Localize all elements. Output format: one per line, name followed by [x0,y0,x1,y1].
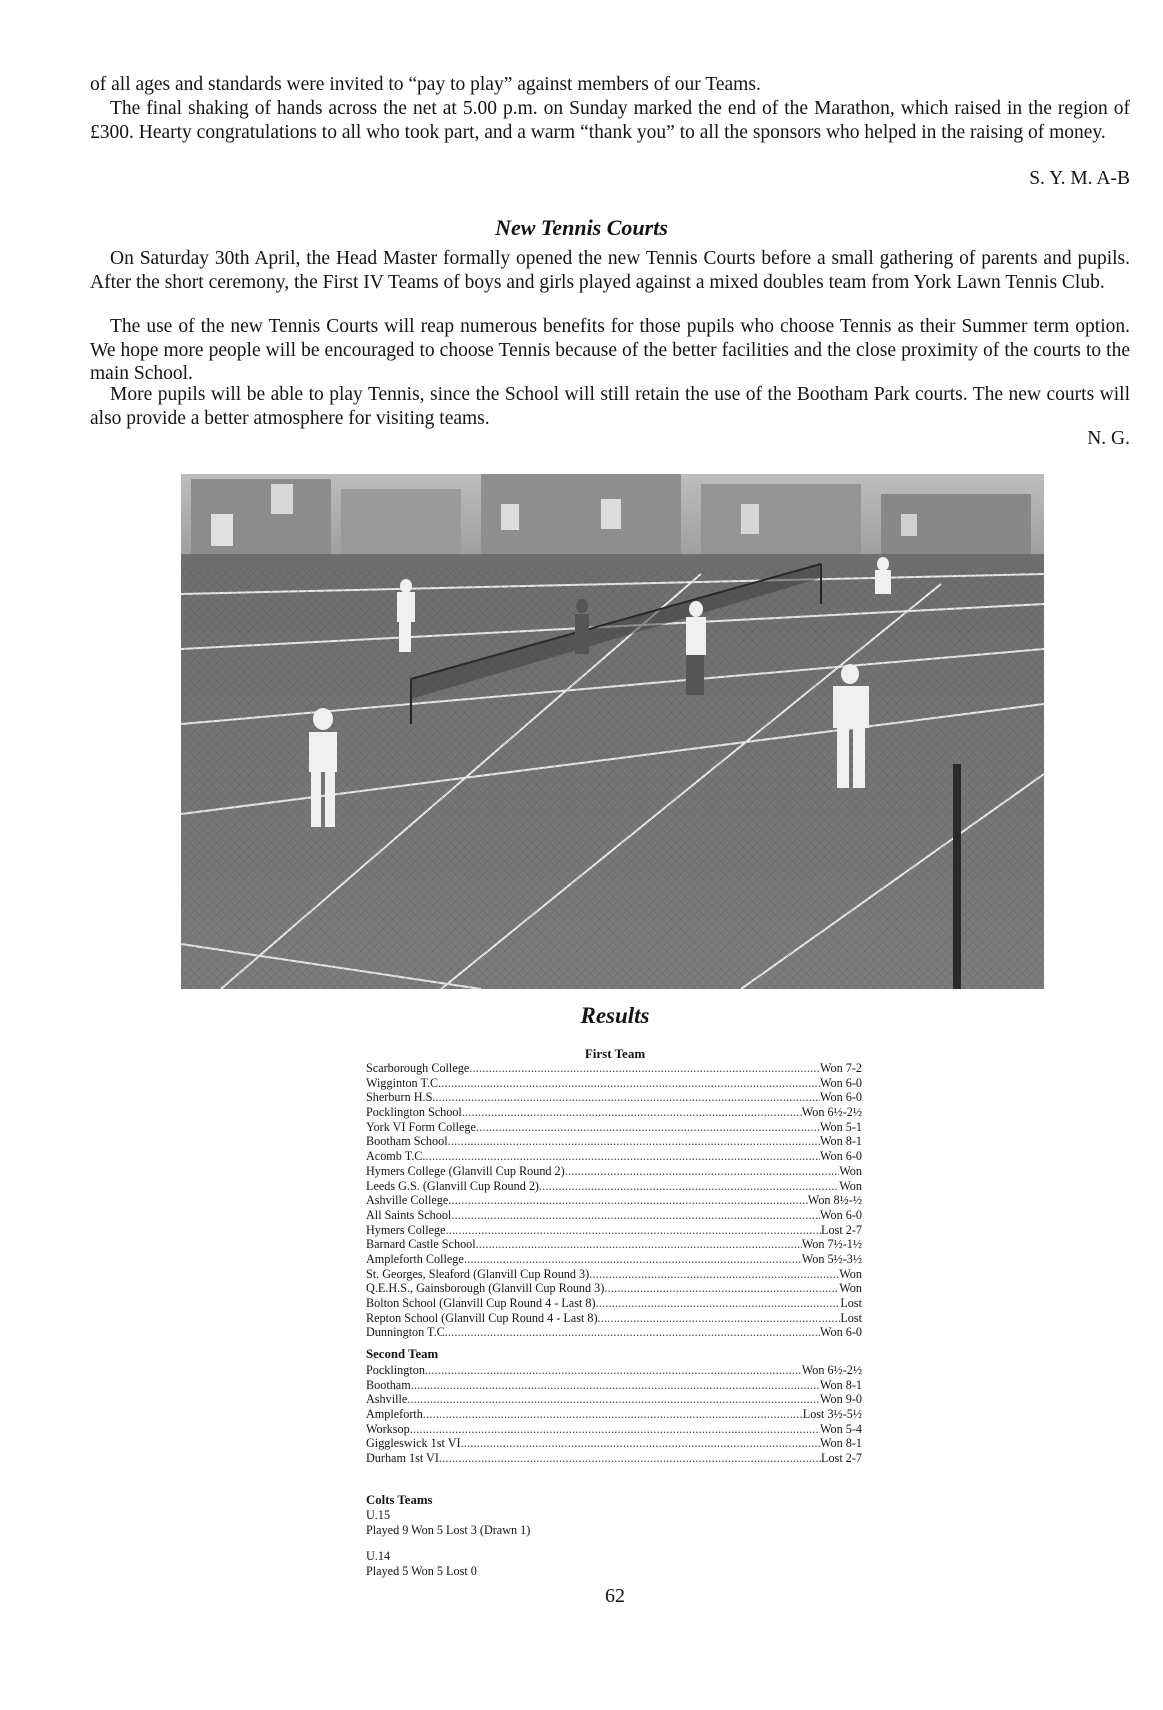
result-row [366,1164,862,1179]
opponent: Q.E.H.S., Gainsborough (Glanvill Cup Round 3) [366,1281,605,1296]
second-team-heading: Second Team [366,1347,439,1361]
result: Won 6-0 [819,1325,862,1340]
result: Won 6½-2½ [801,1105,862,1120]
page-number: 62 [605,1585,625,1607]
result: Won [839,1266,862,1281]
result: Won [839,1163,862,1178]
colts-u14-label: U.14 [366,1549,391,1563]
result: Won 5-1 [819,1119,862,1134]
opponent: Durham 1st VI [366,1451,439,1466]
first-team-results [366,1061,862,1340]
leader-dots [604,1281,839,1296]
second-team-results [366,1347,862,1466]
leader-dots [446,1223,821,1238]
result-row [366,1061,862,1076]
opponent: Sherburn H.S. [366,1090,436,1105]
result-row [366,1105,862,1120]
opponent: Bolton School (Glanvill Cup Round 4 - Last 8) [366,1296,596,1310]
opponent: Worksop [366,1421,410,1436]
intro-signature: S. Y. M. A-B [1029,168,1130,189]
opponent: Hymers College (Glanvill Cup Round 2) [366,1163,565,1178]
opponent: Pocklington School [366,1105,462,1120]
opponent: Scarborough College [366,1061,470,1075]
result-row [366,1378,862,1393]
result: Won 7½-1½ [801,1237,862,1252]
result: Won [839,1178,862,1193]
result-row [366,1296,862,1311]
result-row [366,1267,862,1282]
result: Won 6-0 [819,1090,862,1105]
result-row [366,1363,862,1378]
article-paragraph-1: On Saturday 30th April, the Head Master formally opened the new Tennis Courts before a small gathering of parents and pupils. After the short ceremony, the First IV Teams of boys and girls played against a mixed doubles team from York Lawn Tennis Club. [90,248,1130,293]
leader-dots [476,1237,802,1252]
result-row [366,1223,862,1238]
first-team-heading: First Team [584,1046,646,1061]
result: Lost 2-7 [821,1451,862,1466]
leader-dots [423,1407,803,1422]
leader-dots [598,1311,841,1326]
result: Won 6½-2½ [801,1363,862,1377]
result: Won 8-1 [819,1377,862,1392]
result: Won 8-1 [819,1134,862,1149]
result: Won 5½-3½ [801,1251,862,1266]
result-row [366,1237,862,1252]
result: Won 6-0 [819,1149,862,1164]
article-paragraph-2: The use of the new Tennis Courts will reap numerous benefits for those pupils who choose Tennis as their Summer term option. We hope more people will be encouraged to choose Tennis because of the better facilities and the close proximity of the courts to the main School. [90,316,1130,385]
leader-dots [448,1325,820,1340]
leader-dots [407,1392,820,1407]
result: Won 5-4 [819,1421,862,1436]
leader-dots [448,1193,808,1208]
leader-dots [461,1436,820,1451]
article-signature: N. G. [1087,428,1130,449]
result: Lost [840,1310,862,1325]
leader-dots [464,1252,802,1267]
colts-u15-record: Played 9 Won 5 Lost 3 (Drawn 1) [366,1523,531,1537]
result-row [366,1422,862,1437]
result: Won 6-0 [819,1207,862,1222]
leader-dots [425,1363,802,1378]
leader-dots [539,1179,839,1194]
leader-dots [435,1090,820,1105]
leader-dots [448,1134,820,1149]
result-row [366,1090,862,1105]
result-row [366,1281,862,1296]
opponent: Dunnington T.C. [366,1325,448,1340]
article-paragraph-3: More pupils will be able to play Tennis, since the School will still retain the use of the Bootham Park courts. The new courts will also provide a better atmosphere for visiting teams. [90,384,1130,429]
colts-u14-record: Played 5 Won 5 Lost 0 [366,1564,477,1578]
results-title: Results [580,1003,650,1028]
result-row [366,1392,862,1407]
result-row [366,1149,862,1164]
opponent: Wigginton T.C. [366,1075,442,1090]
leader-dots [469,1061,820,1076]
result: Lost [840,1296,862,1310]
leader-dots [596,1296,841,1311]
opponent: Acomb T.C. [366,1149,426,1164]
opponent: Hymers College [366,1222,446,1237]
leader-dots [476,1120,820,1135]
result: Won [839,1281,862,1296]
result: Won 8-1 [819,1436,862,1451]
opponent: Ashville [366,1392,408,1407]
result: Won 8½-½ [807,1193,862,1208]
leader-dots [439,1451,821,1466]
leader-dots [589,1267,839,1282]
result-row [366,1179,862,1194]
tennis-courts-photo [181,474,1044,989]
result-row [366,1325,862,1340]
opponent: Giggleswick 1st VI [366,1436,461,1451]
result-row [366,1436,862,1451]
result: Won 7-2 [819,1061,862,1075]
opponent: Pocklington [366,1363,425,1377]
result-row [366,1451,862,1466]
opponent: York VI Form College [366,1119,476,1134]
result-row [366,1311,862,1326]
opponent: Leeds G.S. (Glanvill Cup Round 2) [366,1178,539,1193]
opponent: Repton School (Glanvill Cup Round 4 - Last 8) [366,1310,598,1325]
leader-dots [410,1422,820,1437]
opponent: Barnard Castle School [366,1237,476,1252]
leader-dots [565,1164,840,1179]
result-row [366,1407,862,1422]
result: Won 6-0 [819,1075,862,1090]
opponent: Bootham School [366,1134,448,1149]
result-row [366,1120,862,1135]
result-row [366,1252,862,1267]
opponent: Ashville College [366,1193,449,1208]
opponent: Ampleforth College [366,1251,464,1266]
colts-u15-label: U.15 [366,1508,391,1522]
result-row [366,1076,862,1091]
leader-dots [411,1378,820,1393]
result: Won 9-0 [819,1392,862,1407]
result-row [366,1134,862,1149]
article-title: New Tennis Courts [495,215,668,240]
opponent: St. Georges, Sleaford (Glanvill Cup Round 3) [366,1266,590,1281]
leader-dots [462,1105,802,1120]
intro-line: of all ages and standards were invited to “pay to play” against members of our Teams. [90,74,761,95]
result-row [366,1208,862,1223]
opponent: All Saints School [366,1207,452,1222]
opponent: Bootham [366,1377,411,1392]
colts-heading: Colts Teams [366,1493,433,1507]
result: Lost 3½-5½ [802,1407,862,1422]
leader-dots [441,1076,820,1091]
opponent: Ampleforth [366,1407,423,1422]
result-row [366,1193,862,1208]
leader-dots [451,1208,820,1223]
result: Lost 2-7 [821,1222,862,1237]
intro-paragraph: The final shaking of hands across the net at 5.00 p.m. on Sunday marked the end of the Marathon, which raised in the region of £300. Hearty congratulations to all who took part, and a warm “thank you” to all the sponsors who helped in the raising of money. [90,98,1130,143]
leader-dots [425,1149,820,1164]
